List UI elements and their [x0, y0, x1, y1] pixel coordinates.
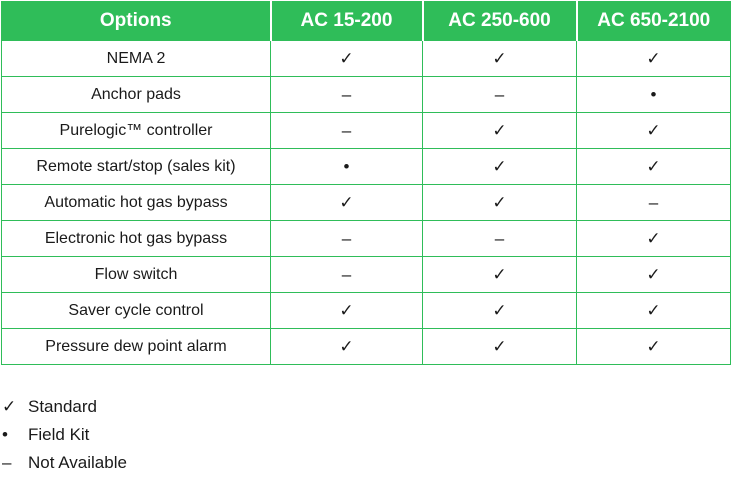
option-name: Flow switch [2, 257, 271, 293]
header-options: Options [2, 2, 271, 41]
legend-label: Field Kit [28, 425, 90, 444]
legend-item-field-kit [0, 421, 127, 449]
availability-mark: ✓ [271, 41, 423, 77]
legend-label: Standard [28, 397, 97, 416]
availability-mark: ✓ [577, 149, 731, 185]
availability-mark: – [423, 77, 577, 113]
availability-mark: ✓ [423, 149, 577, 185]
availability-mark: – [271, 77, 423, 113]
availability-mark: ✓ [577, 329, 731, 365]
table-row [2, 77, 731, 113]
availability-mark: • [271, 149, 423, 185]
legend-item-not-available [0, 449, 127, 477]
table-row [2, 113, 731, 149]
availability-mark: ✓ [423, 329, 577, 365]
availability-mark: ✓ [423, 41, 577, 77]
availability-mark: ✓ [423, 113, 577, 149]
availability-mark: ✓ [577, 257, 731, 293]
table-row [2, 221, 731, 257]
option-name: Anchor pads [2, 77, 271, 113]
option-name: Pressure dew point alarm [2, 329, 271, 365]
availability-mark: ✓ [577, 293, 731, 329]
options-table [1, 1, 731, 365]
availability-mark: ✓ [577, 41, 731, 77]
availability-mark: – [271, 113, 423, 149]
availability-mark: ✓ [577, 113, 731, 149]
availability-mark: ✓ [271, 293, 423, 329]
availability-mark: ✓ [423, 257, 577, 293]
option-name: Automatic hot gas bypass [2, 185, 271, 221]
table-row [2, 329, 731, 365]
availability-mark: ✓ [423, 185, 577, 221]
legend-label: Not Available [28, 453, 127, 472]
option-name: Saver cycle control [2, 293, 271, 329]
availability-mark: ✓ [271, 329, 423, 365]
header-ac-250-600: AC 250-600 [423, 2, 577, 41]
availability-mark: – [271, 257, 423, 293]
option-name: Electronic hot gas bypass [2, 221, 271, 257]
header-ac-15-200: AC 15-200 [271, 2, 423, 41]
bullet-icon: • [2, 425, 8, 444]
table-row [2, 293, 731, 329]
availability-mark: • [577, 77, 731, 113]
dash-icon: – [2, 453, 12, 472]
option-name: NEMA 2 [2, 41, 271, 77]
table-row [2, 41, 731, 77]
legend-item-standard [0, 393, 127, 421]
checkmark-icon: ✓ [2, 397, 17, 416]
availability-mark: – [577, 185, 731, 221]
header-row [2, 2, 731, 41]
availability-mark: ✓ [271, 185, 423, 221]
table-row [2, 257, 731, 293]
table-row [2, 185, 731, 221]
option-name: Purelogic™ controller [2, 113, 271, 149]
table-row [2, 149, 731, 185]
availability-mark: ✓ [577, 221, 731, 257]
header-ac-650-2100: AC 650-2100 [577, 2, 731, 41]
legend [0, 393, 127, 477]
availability-mark: – [271, 221, 423, 257]
availability-mark: – [423, 221, 577, 257]
option-name: Remote start/stop (sales kit) [2, 149, 271, 185]
availability-mark: ✓ [423, 293, 577, 329]
